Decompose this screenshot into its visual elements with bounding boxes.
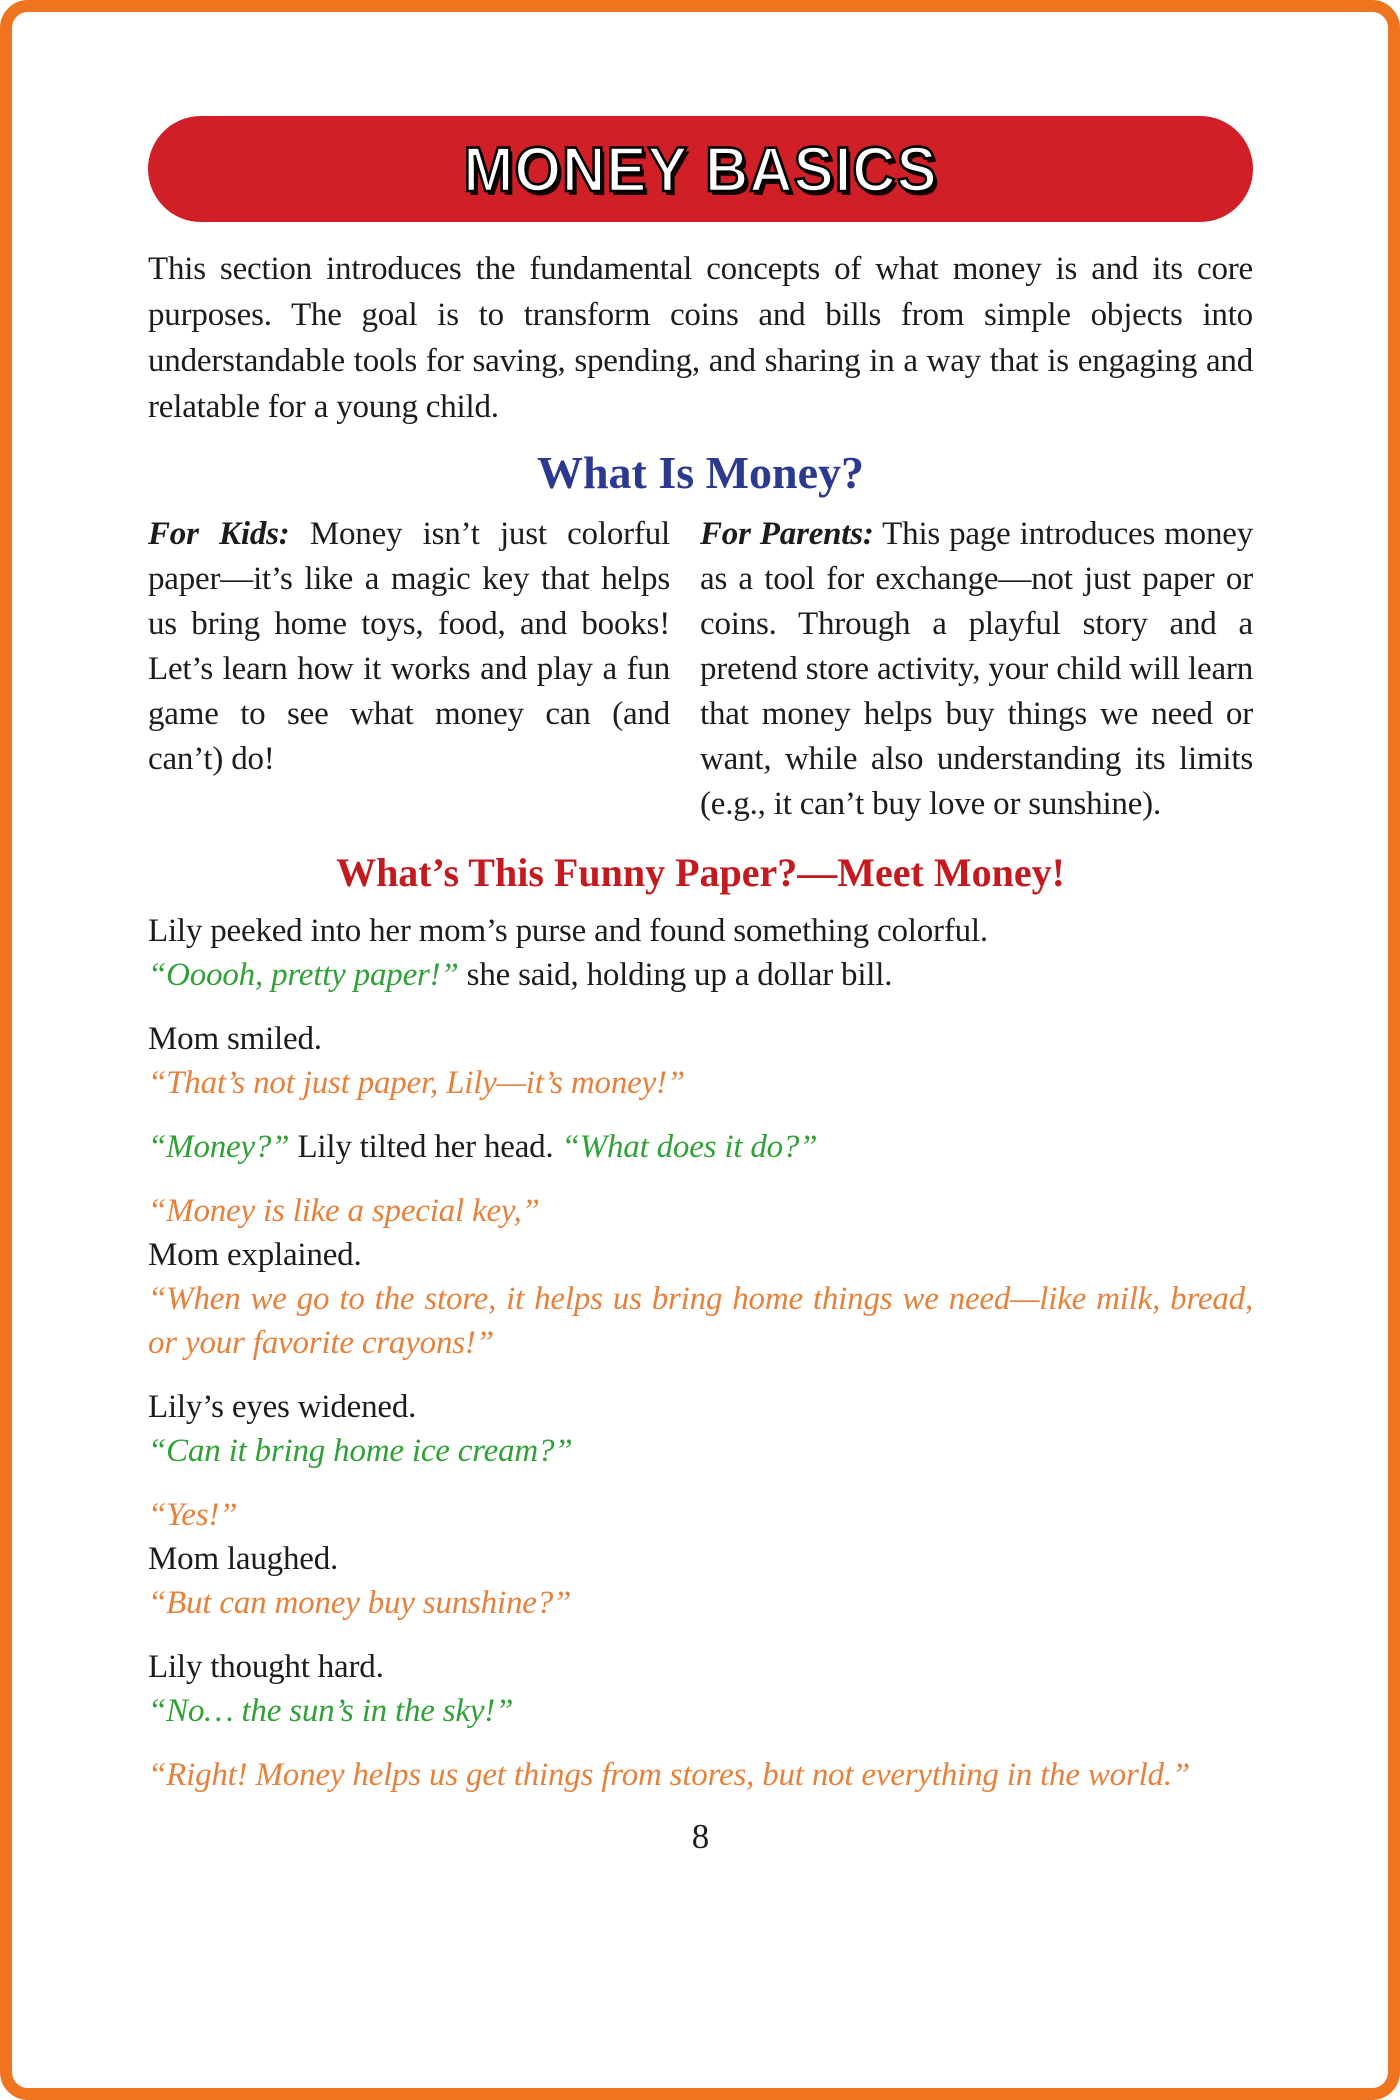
story-line xyxy=(148,1385,1253,1429)
story-segment-black: Mom smiled. xyxy=(148,1021,322,1057)
story-line xyxy=(148,1581,1253,1625)
story-line xyxy=(148,1277,1253,1365)
for-parents-text: This page introduces money as a tool for exchange—not just paper or coins. Through a playful story and a pretend store activity, your child will learn that money helps buy things we need or want, while also understanding its limits (e.g., it can’t buy love or sunshine). xyxy=(700,516,1254,822)
section-banner xyxy=(148,116,1253,222)
story-group xyxy=(148,1017,1253,1105)
heading-what-is-money: What Is Money? xyxy=(536,447,865,498)
story-group xyxy=(148,1385,1253,1473)
for-kids-text: Money isn’t just colorful paper—it’s like a magic key that helps us bring home toys, food, and books! Let’s learn how it works and play a fun game to see what money can (and can’t) do! xyxy=(148,516,670,777)
story-segment-green: “Money?” xyxy=(148,1129,290,1165)
story-segment-black: Mom explained. xyxy=(148,1237,362,1273)
story-line xyxy=(148,1233,1253,1277)
story-segment-black: Lily tilted her head. xyxy=(289,1129,562,1165)
for-kids-label: For Kids: xyxy=(148,516,290,552)
heading-meet-money: What’s This Funny Paper?—Meet Money! xyxy=(336,850,1065,895)
story-segment-black: Lily peeked into her mom’s purse and found something colorful. xyxy=(148,913,988,949)
story-line xyxy=(148,1493,1253,1537)
story-line xyxy=(148,1189,1253,1233)
story-line xyxy=(148,1753,1253,1797)
story-group xyxy=(148,1753,1253,1797)
story-line xyxy=(148,1125,1253,1169)
story-segment-green: “What does it do?” xyxy=(561,1129,818,1165)
story-line xyxy=(148,909,1253,953)
story-group xyxy=(148,1189,1253,1365)
story-segment-orange: “When we go to the store, it helps us bring home things we need—like milk, bread, or your favorite crayons!” xyxy=(148,1281,1253,1361)
story-segment-black: Lily’s eyes widened. xyxy=(148,1389,417,1425)
story-segment-orange: “But can money buy sunshine?” xyxy=(148,1585,572,1621)
story-segment-black: Mom laughed. xyxy=(148,1541,339,1577)
section-banner-title: MONEY BASICS xyxy=(463,133,938,205)
story-line xyxy=(148,1689,1253,1733)
story-group xyxy=(148,1645,1253,1733)
story-line xyxy=(148,953,1253,997)
story-segment-orange: “Right! Money helps us get things from stores, but not everything in the world.” xyxy=(148,1757,1191,1793)
story-segment-orange: “That’s not just paper, Lily—it’s money!” xyxy=(148,1065,685,1101)
for-parents-paragraph xyxy=(700,512,1253,827)
story-line xyxy=(148,1017,1253,1061)
for-parents-label: For Parents: xyxy=(700,516,874,552)
story-line xyxy=(148,1645,1253,1689)
story-segment-green: “Ooooh, pretty paper!” xyxy=(148,957,459,993)
story-block xyxy=(148,909,1253,1797)
for-kids-paragraph xyxy=(148,512,670,827)
story-segment-orange: “Yes!” xyxy=(148,1497,238,1533)
story-segment-orange: “Money is like a special key,” xyxy=(148,1193,540,1229)
story-line xyxy=(148,1537,1253,1581)
two-column-block xyxy=(148,512,1253,827)
story-segment-black: Lily thought hard. xyxy=(148,1649,384,1685)
story-segment-green: “Can it bring home ice cream?” xyxy=(148,1433,573,1469)
page-number: 8 xyxy=(691,1817,710,1856)
story-line xyxy=(148,1429,1253,1473)
story-group xyxy=(148,1493,1253,1625)
story-segment-green: “No… the sun’s in the sky!” xyxy=(148,1693,514,1729)
story-group xyxy=(148,1125,1253,1169)
story-line xyxy=(148,1061,1253,1105)
section-intro-paragraph: This section introduces the fundamental concepts of what money is and its core purposes. The goal is to transform coins and bills from simple objects into understandable tools for saving, spending, and sharing in a way that is engaging and relatable for a young child. xyxy=(148,251,1253,425)
story-group xyxy=(148,909,1253,997)
story-segment-black: she said, holding up a dollar bill. xyxy=(458,957,893,993)
